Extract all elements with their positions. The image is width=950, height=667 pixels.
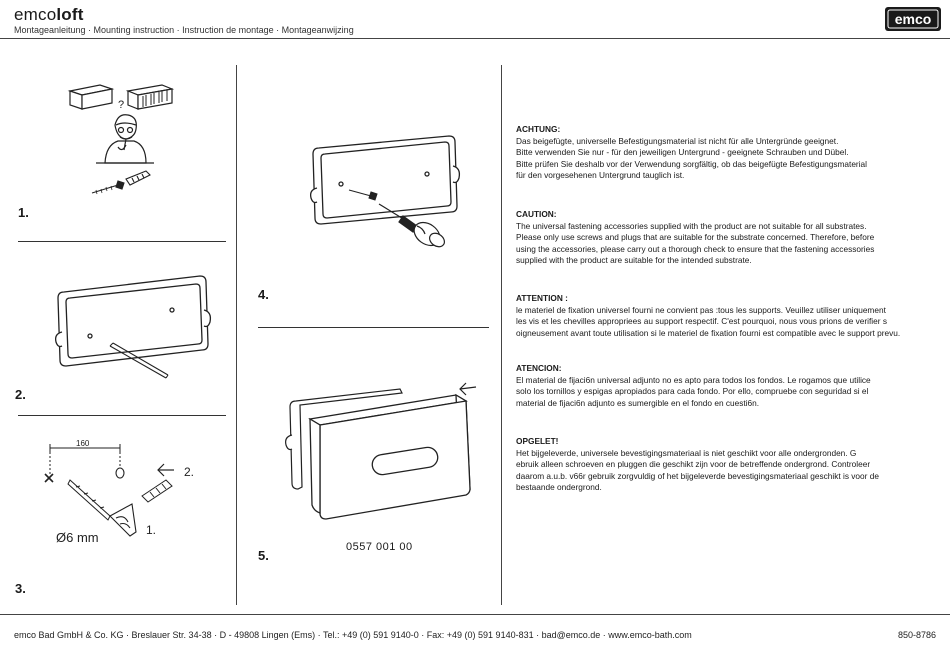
column-divider-2 bbox=[501, 65, 502, 605]
logo-text: emco bbox=[894, 11, 932, 27]
warning-de-heading: ACHTUNG: bbox=[516, 124, 561, 134]
step4-illustration bbox=[305, 130, 475, 255]
document-subtitle: Montageanleitung · Mounting instruction · Instruction de montage · Montageanwijzing bbox=[14, 25, 354, 35]
warning-fr-line: les vis et les chevilles appropriees au support respectif. C'est pourquoi, nous vous prions de verifier s bbox=[516, 316, 887, 327]
screw-plug-icon bbox=[92, 171, 150, 194]
step-2-label: 2. bbox=[15, 387, 26, 402]
step-1-label: 1. bbox=[18, 205, 29, 220]
warning-en-heading: CAUTION: bbox=[516, 209, 557, 219]
warning-fr-line: le materiel de fixation universel fourni ne convient pas :tous les supports. Veuillez utiliser uniquement bbox=[516, 304, 886, 315]
solid-wall-icon bbox=[70, 85, 112, 109]
dimension-label: 160 bbox=[76, 439, 90, 448]
warning-fr-heading: ATTENTION : bbox=[516, 293, 568, 303]
step5-illustration bbox=[280, 375, 490, 525]
sub-step-1-label: 1. bbox=[146, 523, 157, 537]
warning-fr-line: oigneusement avant toute utilisation si le materiel de fixation fourni est compatible avec le support prevu. bbox=[516, 327, 901, 338]
warning-nl-line: daarom a.u.b. v66r gebruik zorgvuldig of het bijgeleverde bevestigingsmateriaal geschikt is voor de bbox=[516, 470, 879, 481]
warning-en bbox=[516, 209, 936, 267]
step-4-label: 4. bbox=[258, 287, 269, 302]
warning-de-line: für den vorgesehenen Untergrund tauglich ist. bbox=[516, 170, 685, 181]
warning-nl-line: bestaande ondergrond. bbox=[516, 482, 602, 493]
header-rule bbox=[0, 38, 950, 39]
warning-nl-heading: OPGELET! bbox=[516, 436, 559, 446]
warning-es-line: solo los tornillos y espigas apropiados para cada fondo. Por ello, compruebe con seguridad si el bbox=[516, 386, 869, 397]
document-number: 850-8786 bbox=[897, 630, 936, 640]
drill-chuck-icon bbox=[110, 504, 136, 536]
drill-size-label: Ø6 mm bbox=[56, 530, 99, 545]
warning-de-line: Bitte prüfen Sie deshalb vor der Verwendung sorgfältig, ob das beigefügte Befestigungsmaterial bbox=[516, 158, 867, 169]
column-divider-1 bbox=[236, 65, 237, 605]
warning-en-line: supplied with the product are suitable for the intended substrate. bbox=[516, 255, 752, 266]
step-2-divider bbox=[18, 415, 226, 416]
tissue-box-icon bbox=[310, 395, 470, 519]
warning-de bbox=[516, 124, 936, 182]
brand-title-bold: loft bbox=[56, 5, 84, 24]
warning-fr bbox=[516, 293, 936, 339]
step-3-label: 3. bbox=[15, 581, 26, 596]
warning-es-line: El material de fijaci6n universal adjunto no es apto para todos los fondos. Le rogamos que utilice bbox=[516, 374, 871, 385]
warning-de-line: Das beigefügte, universelle Befestigungsmaterial ist nicht für alle Untergründe geeignet. bbox=[516, 135, 839, 146]
footer-rule bbox=[0, 614, 950, 615]
emco-logo bbox=[884, 6, 942, 32]
thinking-person-icon bbox=[96, 115, 154, 163]
question-mark-icon: ? bbox=[118, 99, 125, 111]
warning-nl-line: ebruik alleen schroeven en pluggen die geschikt zijn voor de betreffende ondergrond. Controleer bbox=[516, 459, 871, 470]
company-address: emco Bad GmbH & Co. KG · Breslauer Str. 34-38 · D - 49808 Lingen (Ems) · Tel.: +49 (0) 591 9140-0 · Fax: +49 (0) 591 9140-831 · bad@emco.de · www.emco-bath.com bbox=[14, 630, 692, 640]
step3-illustration bbox=[36, 436, 206, 556]
warning-es-heading: ATENCION: bbox=[516, 363, 562, 373]
drill-hole-icon bbox=[116, 468, 124, 478]
warning-en-line: Please only use screws and plugs that are suitable for the substrate concerned. Therefore, before bbox=[516, 232, 875, 243]
warning-de-line: Bitte verwenden Sie nur - für den jeweiligen Untergrund - geeignete Schrauben und Dübel. bbox=[516, 147, 849, 158]
step2-illustration bbox=[50, 270, 220, 385]
brand-title bbox=[14, 5, 84, 25]
mounting-plate-icon bbox=[311, 136, 460, 224]
drill-hole-mark-icon bbox=[45, 474, 53, 482]
mounting-plate-icon bbox=[56, 276, 211, 366]
hollow-brick-icon bbox=[128, 85, 172, 109]
step-4-divider bbox=[258, 327, 489, 328]
warning-en-line: using the accessories, please carry out a thorough check to ensure that the fastening accessories bbox=[516, 243, 875, 254]
warning-nl-line: Het bijgeleverde, universele bevestigingsmateriaal is niet geschikt voor alle ondergronden. G bbox=[516, 447, 857, 458]
part-number: 0557 001 00 bbox=[346, 541, 413, 553]
step-1-divider bbox=[18, 241, 226, 242]
drill-bit-icon bbox=[68, 480, 110, 520]
step1-illustration bbox=[60, 75, 190, 205]
warning-es-line: material de fijaci6n adjunto es sumergible en el fondo en cuesti6n. bbox=[516, 397, 760, 408]
wall-plug-icon bbox=[142, 464, 174, 502]
step-5-label: 5. bbox=[258, 548, 269, 563]
brand-title-light: emco bbox=[14, 5, 57, 24]
warning-es bbox=[516, 363, 936, 409]
warning-en-line: The universal fastening accessories supplied with the product are not suitable for all substrates. bbox=[516, 220, 867, 231]
sub-step-2-label: 2. bbox=[184, 465, 195, 479]
warning-nl bbox=[516, 436, 936, 494]
arrow-icon bbox=[460, 383, 476, 395]
